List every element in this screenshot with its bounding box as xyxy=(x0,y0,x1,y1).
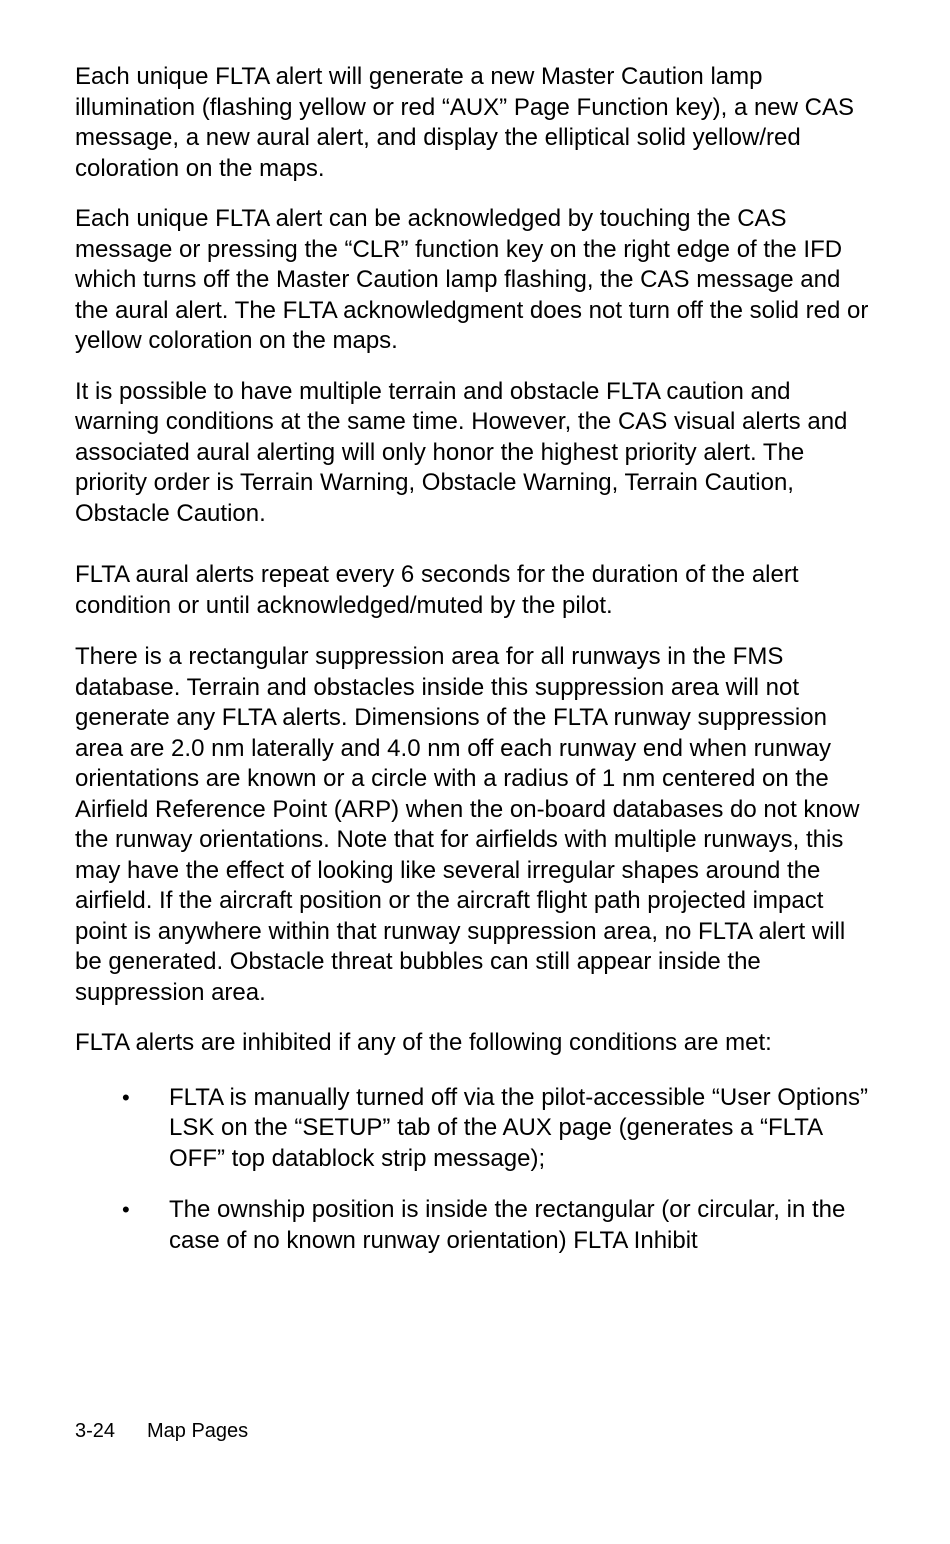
page-number: 3-24 xyxy=(75,1420,116,1442)
section-title: Map Pages xyxy=(147,1420,249,1442)
inhibit-conditions-list xyxy=(75,1083,875,1257)
paragraph-priority: It is possible to have multiple terrain and obstacle FLTA caution and warning conditions at the same time. However, the CAS visual alerts and associated aural alerting will only honor the highest priority alert. The priority order is Terrain Warning, Obstacle Warning, Terrain Caution, Obstacle Caution. xyxy=(75,377,848,527)
bullet-icon: • xyxy=(122,1197,130,1222)
list-item-text: The ownship position is inside the rectangular (or circular, in the case of no known runway orientation) FLTA Inhibit xyxy=(169,1196,846,1254)
paragraph-acknowledgment: Each unique FLTA alert can be acknowledged by touching the CAS message or pressing the “CLR” function key on the right edge of the IFD which turns off the Master Caution lamp flashing, the CAS message and the aural alert. The FLTA acknowledgment does not turn off the solid red or yellow coloration on the maps. xyxy=(75,205,869,354)
document-body xyxy=(75,62,875,1277)
paragraph-master-caution: Each unique FLTA alert will generate a new Master Caution lamp illumination (flashing yellow or red “AUX” Page Function key), a new CAS message, a new aural alert, and display the elliptical solid yellow/red coloration on the maps. xyxy=(75,63,855,182)
page-footer xyxy=(75,1417,248,1445)
paragraph-aural-repeat: FLTA aural alerts repeat every 6 seconds for the duration of the alert condition or until acknowledged/muted by the pilot. xyxy=(75,561,799,619)
list-item-text: FLTA is manually turned off via the pilot-accessible “User Options” LSK on the “SETUP” tab of the AUX page (generates a “FLTA OFF” top datablock strip message); xyxy=(169,1083,868,1172)
list-item xyxy=(75,1195,875,1256)
list-item xyxy=(75,1083,875,1175)
paragraph-inhibit-conditions: FLTA alerts are inhibited if any of the following conditions are met: xyxy=(75,1029,772,1056)
bullet-icon: • xyxy=(122,1084,130,1110)
paragraph-suppression-area: There is a rectangular suppression area for all runways in the FMS database. Terrain and obstacles inside this suppression area will not generate any FLTA alerts. Dimensions of the FLTA runway suppression area are 2.0 nm laterally and 4.0 nm off each runway end when runway orientations are known or a circle with a radius of 1 nm centered on the Airfield Reference Point (ARP) when the on-board databases do not know the runway orientations. Note that for airfields with multiple runways, this may have the effect of looking like several irregular shapes around the airfield. If the aircraft position or the aircraft flight path projected impact point is anywhere within that runway suppression area, no FLTA alert will be generated. Obstacle threat bubbles can still appear inside the suppression area. xyxy=(75,643,860,1006)
